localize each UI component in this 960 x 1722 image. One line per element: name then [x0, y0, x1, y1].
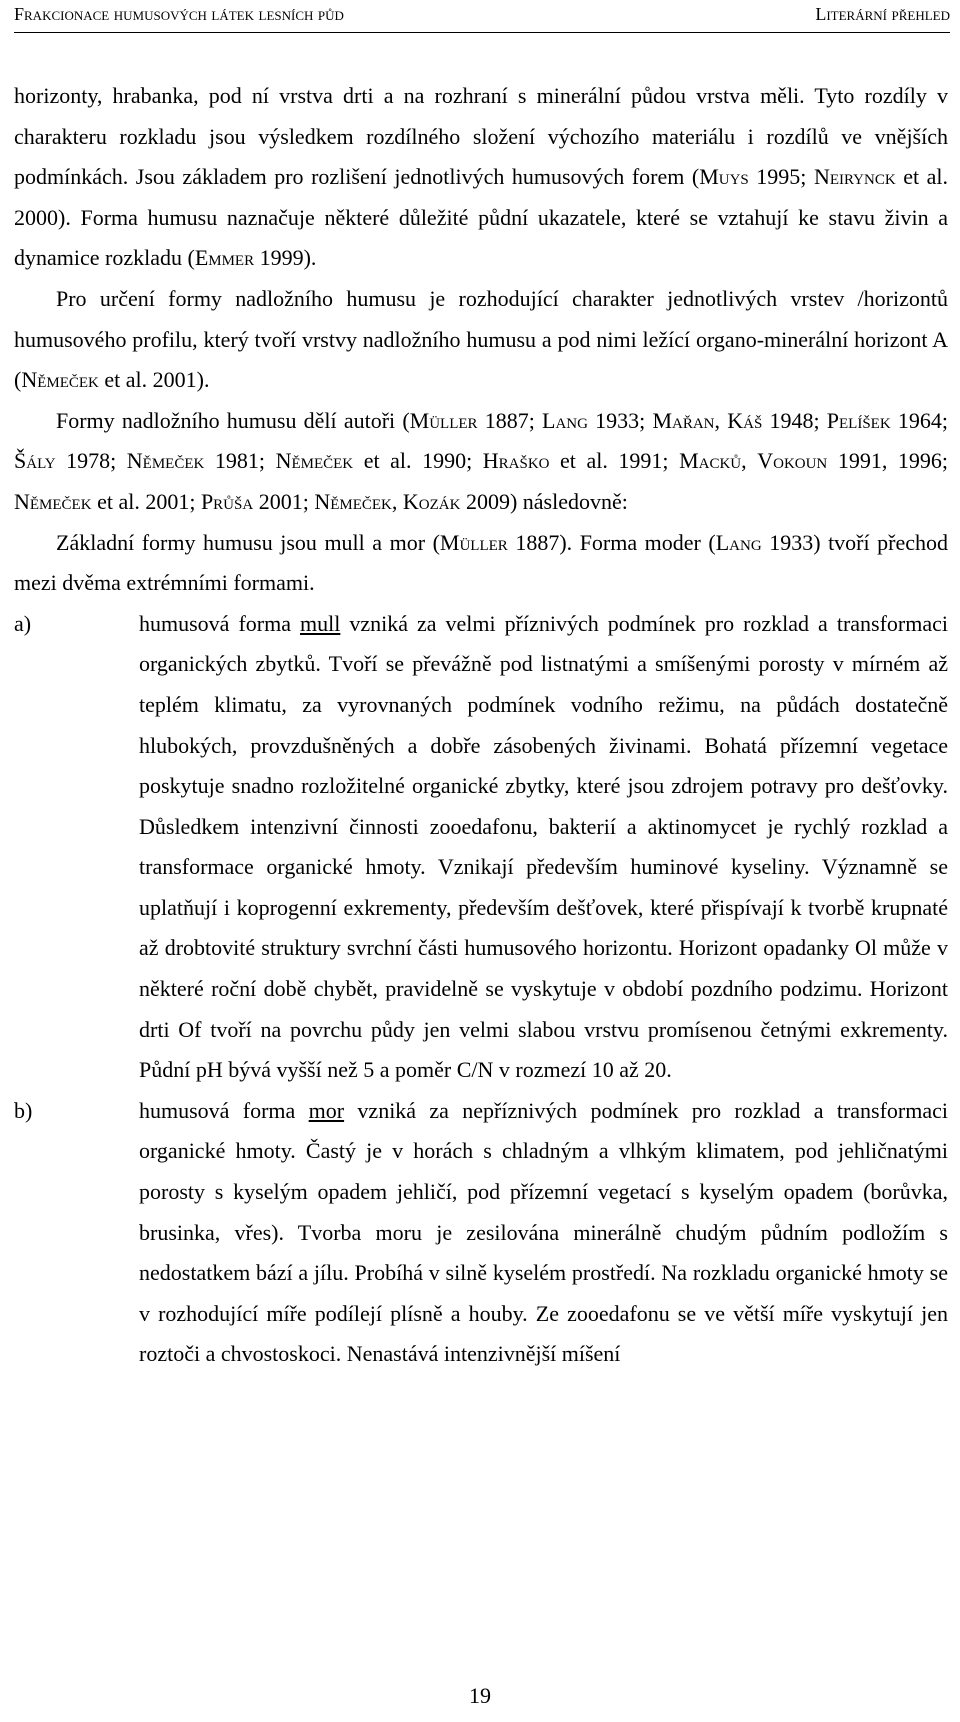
paragraph: [14, 279, 948, 401]
author-name: Káš: [727, 407, 763, 433]
text-run: 1933) tvoří přechod mezi dvěma extrémními formami.: [14, 529, 949, 596]
author-name: Müller: [409, 407, 478, 433]
author-name: Pelíšek: [826, 407, 891, 433]
text-run: 1999).: [254, 245, 317, 271]
list-item: [14, 604, 948, 1091]
text-run: Základní formy humusu jsou mull a mor (: [56, 529, 440, 555]
text-run: 1887;: [477, 407, 543, 433]
author-name: Němeček: [314, 488, 392, 514]
text-run: et al. 2000). Forma humusu naznačuje některé důležité půdní ukazatele, které se vztahují ke stavu živin a dynamice rozkladu (: [14, 164, 948, 271]
author-name: Emmer: [194, 245, 255, 271]
author-name: Macků: [679, 448, 742, 474]
author-name: Lang: [715, 529, 762, 555]
list-item-text: [139, 604, 948, 1091]
text-run: vzniká za velmi příznivých podmínek pro rozklad a transformaci organických zbytků. Tvoří se převážně pod listnatými a smíšenými porosty v mírném až teplém klimatu, za vyrovnaných podmínek vodního režimu, na půdách dostatečně hlubokých, provzdušněných a dobře zásobených živinami. Bohatá přízemní vegetace poskytuje snadno rozložitelné organické zbytky, které jsou zdrojem potravy pro dešťovky. Důsledkem intenzivní činnosti zooedafonu, bakterií a aktinomycet je rychlý rozklad a transformace organické hmoty. Vznikají především huminové kyseliny. Významně se uplatňují i koprogenní exkrementy, především dešťovek, které přispívají k tvorbě krupnaté až drobtovité struktury svrchní části humusového horizontu. Horizont opadanky Ol může v některé roční době chybět, pravidelně se vyskytuje v období pozdního podzimu. Horizont drti Of tvoří na povrchu půdy jen velmi slabou vrstvu promísenou četnými exkrementy. Půdní pH bývá vyšší než 5 a poměr C/N v rozmezí 10 až 20.: [139, 610, 949, 1083]
text-run: 1887). Forma moder (: [507, 529, 716, 555]
text-run: 1991, 1996;: [827, 448, 949, 474]
author-name: Hraško: [482, 448, 550, 474]
author-name: Němeček: [14, 488, 92, 514]
text-run: et al. 2001;: [91, 488, 201, 514]
text-run: vzniká za nepříznivých podmínek pro rozklad a transformaci organické hmoty. Častý je v horách s chladným a vlhkým klimatem, pod jehličnatými porosty s kyselým opadem jehličí, pod přízemní vegetací s kyselým opadem (borůvka, brusinka, vřes). Tvorba moru je zesilována minerálně chudým půdním podložím s nedostatkem bází a jílu. Probíhá v silně kyselém prostředí. Na rozkladu organické hmoty se v rozhodující míře podílejí plísně a houby. Ze zooedafonu se ve větší míře vyskytují jen roztoči a chvostoskoci. Nenastává intenzivnější míšení: [139, 1097, 949, 1367]
text-run: Formy nadložního humusu dělí autoři (: [56, 407, 410, 433]
text-run: et al. 1990;: [353, 448, 483, 474]
page-number: 19: [469, 1683, 491, 1708]
list-marker: b): [14, 1097, 33, 1123]
humus-form-term: mull: [300, 610, 341, 636]
text-run: ,: [391, 488, 403, 514]
text-run: 1933;: [587, 407, 653, 433]
header-section-title: Literární přehled: [815, 4, 950, 24]
text-run: 1964;: [890, 407, 948, 433]
paragraph: [14, 401, 948, 523]
list-marker: a): [14, 610, 32, 636]
author-name: Mařan: [652, 407, 715, 433]
paragraph: [14, 523, 948, 604]
text-run: 1981;: [204, 448, 276, 474]
author-name: Němeček: [21, 367, 99, 393]
author-name: Němeček: [126, 448, 205, 474]
list-item: [14, 1091, 948, 1375]
text-run: Pro určení formy nadložního humusu je rozhodující charakter jednotlivých vrstev /horizontů humusového profilu, který tvoří vrstvy nadložního humusu a pod nimi ležící organo-minerální horizont A (: [14, 285, 948, 393]
text-run: 2009) následovně:: [460, 488, 628, 514]
text-run: et al. 2001).: [98, 367, 210, 393]
author-name: Muys: [699, 164, 749, 190]
text-run: et al. 1991;: [549, 448, 680, 474]
author-name: Müller: [439, 529, 508, 555]
author-name: Šály: [14, 448, 56, 474]
page-body: [14, 76, 948, 1375]
humus-form-term: mor: [308, 1097, 345, 1123]
author-name: Vokoun: [757, 448, 828, 474]
author-name: Lang: [542, 407, 588, 433]
paragraph: [14, 76, 948, 279]
list-item-text: [139, 1091, 948, 1375]
text-run: ,: [741, 448, 758, 474]
author-name: Průša: [200, 488, 254, 514]
text-run: 1978;: [55, 448, 127, 474]
running-header: [14, 0, 950, 33]
text-run: humusová forma: [139, 1097, 309, 1123]
text-run: 1948;: [762, 407, 827, 433]
text-run: ,: [714, 407, 728, 433]
author-name: Neirynck: [813, 164, 896, 190]
text-run: horizonty, hrabanka, pod ní vrstva drti a na rozhraní s minerální půdou vrstva měli. Tyto rozdíly v charakteru rozkladu jsou výsledkem rozdílného složení výchozího materiálu i rozdílů ve vnějších podmínkách. Jsou základem pro rozlišení jednotlivých humusových forem (: [14, 83, 948, 190]
text-run: 1995;: [748, 164, 814, 190]
author-name: Kozák: [402, 488, 461, 514]
header-chapter-title: Frakcionace humusových látek lesních půd: [14, 4, 344, 24]
author-name: Němeček: [275, 448, 354, 474]
text-run: 2001;: [253, 488, 315, 514]
text-run: humusová forma: [139, 610, 300, 636]
